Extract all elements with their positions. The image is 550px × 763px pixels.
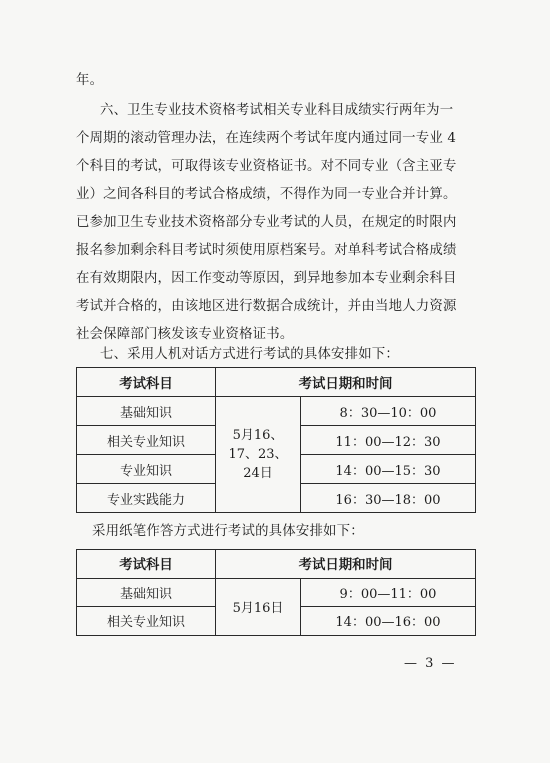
section-6-line-8: 考试并合格的，由该地区进行数据合成统计，并由当地人力资源: [76, 299, 457, 314]
subject-cell: 基础知识: [77, 397, 216, 426]
section-6-line-9: 社会保障部门核发该专业资格证书。: [76, 327, 294, 342]
section-6-line-6: 报名参加剩余科目考试时须使用原档案号。对单科考试合格成绩: [76, 243, 457, 258]
section-7-heading: 七、采用人机对话方式进行考试的具体安排如下：: [100, 347, 399, 362]
subject-cell: 专业知识: [77, 455, 216, 484]
section-6-line-5: 已参加卫生专业技术资格部分专业考试的人员，在规定的时限内: [76, 215, 457, 230]
header-subject: 考试科目: [77, 368, 216, 397]
exam-date: 5月16、17、23、24日: [228, 428, 288, 481]
time-cell: 16：30—18：00: [301, 484, 476, 513]
time-cell: 9：00—11：00: [301, 578, 476, 607]
header-subject: 考试科目: [77, 550, 216, 579]
paper-exam-schedule-table: [76, 549, 476, 636]
header-datetime: 考试日期和时间: [216, 550, 476, 579]
computer-exam-schedule-table: [76, 367, 476, 513]
paragraph-tail: 年。: [76, 73, 104, 88]
header-datetime: 考试日期和时间: [216, 368, 476, 397]
table-row: [77, 578, 476, 607]
date-cell: 5月16日: [216, 578, 301, 635]
time-cell: 14：00—16：00: [301, 607, 476, 636]
date-cell: [216, 397, 301, 513]
page-number: — 3 —: [404, 656, 457, 671]
section-6-line-1: 六、卫生专业技术资格考试相关专业科目成绩实行两年为一: [100, 103, 454, 118]
table-header-row: [77, 550, 476, 579]
time-cell: 14：00—15：30: [301, 455, 476, 484]
subject-cell: 相关专业知识: [77, 426, 216, 455]
subject-cell: 专业实践能力: [77, 484, 216, 513]
subject-cell: 相关专业知识: [77, 607, 216, 636]
section-6-line-2: 个周期的滚动管理办法，在连续两个考试年度内通过同一专业 4: [76, 131, 457, 146]
paper-exam-intro: 采用纸笔作答方式进行考试的具体安排如下：: [92, 524, 364, 539]
section-6-line-3: 个科目的考试，可取得该专业资格证书。对不同专业（含主亚专: [76, 159, 457, 174]
time-cell: 11：00—12：30: [301, 426, 476, 455]
table-header-row: [77, 368, 476, 397]
table-row: [77, 397, 476, 426]
time-cell: 8：30—10：00: [301, 397, 476, 426]
subject-cell: 基础知识: [77, 578, 216, 607]
section-6-line-4: 业）之间各科目的考试合格成绩，不得作为同一专业合并计算。: [76, 187, 457, 202]
section-6-line-7: 在有效期限内，因工作变动等原因，到异地参加本专业剩余科目: [76, 271, 457, 286]
